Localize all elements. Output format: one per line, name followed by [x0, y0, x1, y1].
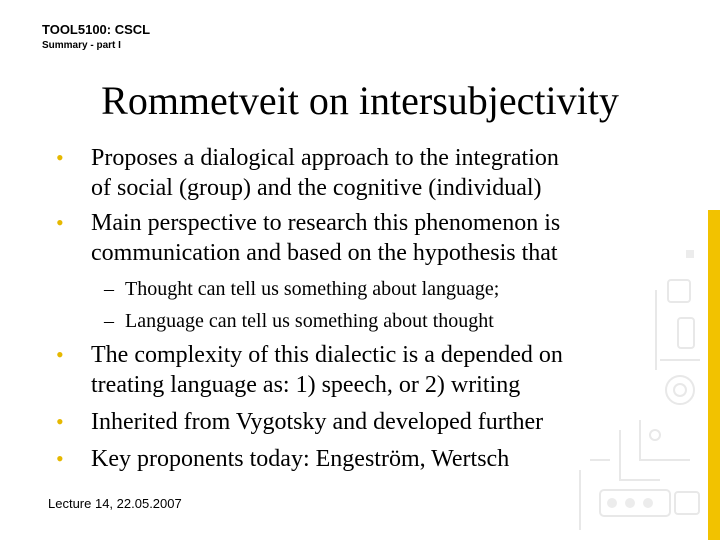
bullet-marker: • — [56, 210, 64, 235]
bullet-item-text: The complexity of this dialectic is a depended on — [91, 342, 563, 368]
bullet-item-text: of social (group) and the cognitive (individual) — [91, 175, 542, 201]
bullet-item-text: Inherited from Vygotsky and developed further — [91, 409, 544, 435]
footer-lecture-date: Lecture 14, 22.05.2007 — [48, 496, 182, 511]
bullet-item-text: communication and based on the hypothesis that — [91, 240, 558, 266]
bullet-marker: • — [56, 446, 64, 471]
course-title: TOOL5100: CSCL — [42, 22, 151, 37]
course-subtitle: Summary - part I — [42, 40, 121, 51]
sub-bullet-marker: – — [104, 310, 114, 332]
bullet-item-text: treating language as: 1) speech, or 2) writing — [91, 372, 521, 398]
bullet-marker: • — [56, 145, 64, 170]
bullet-marker: • — [56, 342, 64, 367]
sub-bullet-text: Language can tell us something about thought — [125, 310, 494, 332]
sub-bullet-marker: – — [104, 278, 114, 300]
slide-title: Rommetveit on intersubjectivity — [101, 78, 619, 123]
sub-bullet-text: Thought can tell us something about language; — [125, 278, 500, 300]
bullet-item-text: Key proponents today: Engeström, Wertsch — [91, 446, 510, 472]
bullet-item-text: Proposes a dialogical approach to the integration — [91, 145, 559, 171]
bullet-marker: • — [56, 409, 64, 434]
bullet-item-text: Main perspective to research this phenomenon is — [91, 210, 561, 236]
